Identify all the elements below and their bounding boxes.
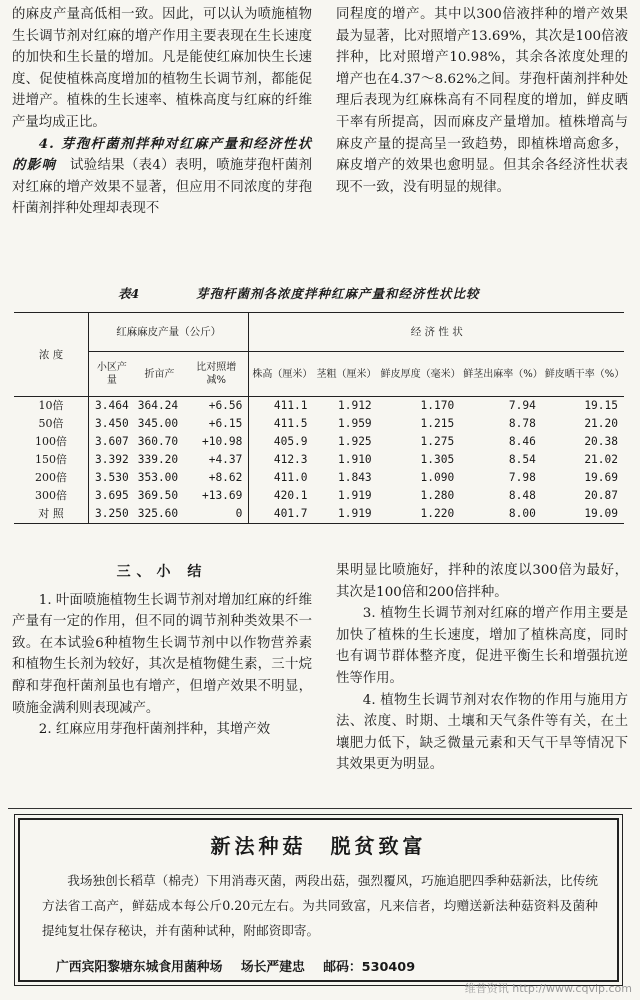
table-cell: 1.912 [337, 399, 372, 412]
table-cell: +10.98 [201, 435, 243, 448]
table-row [14, 505, 624, 524]
table-cell: 8.00 [460, 505, 542, 524]
table-cell: 3.695 [89, 487, 135, 505]
table-cell: 1.959 [337, 417, 372, 430]
table-cell: 1.910 [337, 453, 372, 466]
table-cell: 7.98 [508, 471, 536, 484]
row-label: 50倍 [38, 417, 64, 430]
table-cell: 1.275 [420, 435, 455, 448]
row-label: 300倍 [35, 489, 67, 502]
ad-footer [56, 956, 596, 975]
paragraph-text: 试验结果（表4）表明，喷施芽孢杆菌剂对红麻的增产效果不显著，但应用不同浓度的芽孢杆菌剂拌种处理却表现不 [12, 158, 313, 217]
table-cell: 411.0 [249, 469, 314, 487]
watermark: 维普资讯 http://www.cqvip.com [464, 982, 632, 995]
table-cell: +6.15 [208, 417, 243, 430]
paragraph: 的麻皮产量高低相一致。因此，可以认为喷施植物生长调节剂对红麻的增产作用主要表现在生长速度的加快和生长量的增加。凡是能使红麻加快生长速度、促使植株高度增加的植物生长调节剂，都能促进增产。植株的生长速率、植株高度与红麻的纤维产量均成正比。 [12, 7, 312, 130]
table-cell: 20.38 [584, 435, 618, 448]
table-cell: +8.62 [208, 471, 243, 484]
paragraph: 果明显比喷施好，拌种的浓度以300倍为最好，其次是100倍和200倍拌种。 [336, 563, 628, 600]
table-cell: 3.530 [89, 469, 135, 487]
table-cell: 19.09 [542, 505, 624, 524]
group-header-economic: 经 济 性 状 [249, 313, 624, 352]
table-cell: +4.37 [208, 453, 243, 466]
table-row [14, 451, 624, 469]
col-header: 鲜茎出麻率（%） [460, 352, 542, 397]
table-cell: 3.607 [89, 433, 135, 451]
table-cell: 364.24 [137, 399, 179, 412]
col-header: 折亩产 [135, 352, 184, 397]
table-cell: 7.94 [508, 399, 536, 412]
table-cell: 19.69 [584, 471, 618, 484]
subsection-heading: 4. 芽孢杆菌剂拌种对红麻产量和经济性状的影响 [12, 135, 312, 174]
paragraph: 同程度的增产。其中以300倍液拌种的增产效果最为显著，比对照增产13.69%，其次是100倍液拌种，比对照增产10.98%，其余各浓度处理的增产也在4.37～8.62%之间。芽孢杆菌剂拌种处理后表现为红麻株高有不同程度的增加，鲜皮晒干率有所提高，因而麻皮产量增加。植株增高与麻皮产量的提高呈一致趋势，即植株增高愈多，麻皮增产的效果也愈明显。但其余各经济性状表现不一致，没有明显的规律。 [336, 7, 628, 195]
table-cell: 401.7 [249, 505, 314, 524]
paragraph: 2. 红麻应用芽孢杆菌剂拌种，其增产效 [38, 722, 271, 738]
paragraph [12, 134, 312, 220]
table-cell: 8.48 [508, 489, 536, 502]
section-title: 三、小 结 [116, 564, 208, 580]
table-row [14, 397, 624, 416]
table-number: 表4 [118, 286, 140, 301]
divider [8, 808, 632, 809]
table-cell: 3.464 [89, 397, 135, 416]
table-row [14, 415, 624, 433]
col-header: 比对照增减% [184, 352, 249, 397]
table-body [14, 397, 624, 524]
row-label: 对 照 [14, 505, 89, 524]
table-cell: 1.090 [420, 471, 455, 484]
ad-organization: 广西宾阳黎塘东城食用菌种场 [56, 960, 223, 975]
ad-body: 我场独创长稻草（棉壳）下用消毒灭菌，两段出菇，强烈覆风，巧施追肥四季种菇新法，比传统方法省工高产，鲜菇成本每公斤0.20元左右。为共同致富，凡来信者，均赠送新法种菇资料及菌种提纯复壮保存秘诀，并有菌种试种，附邮资即寄。 [42, 873, 598, 938]
table-cell: 8.46 [508, 435, 536, 448]
ad-contact-person: 场长严建忠 [240, 960, 305, 975]
table-cell: 3.392 [89, 451, 135, 469]
table-cell: +13.69 [201, 489, 243, 502]
row-label: 150倍 [35, 453, 67, 466]
col-header: 鲜皮厚度（毫米） [378, 352, 461, 397]
table-cell: 1.843 [337, 471, 372, 484]
table-cell: 20.87 [584, 489, 618, 502]
table-subheader-row [14, 352, 624, 397]
table-cell: 353.00 [137, 471, 179, 484]
text-column-bottom-left [12, 560, 312, 741]
table-cell: 1.919 [337, 489, 372, 502]
table-cell: 1.215 [420, 417, 455, 430]
table-row [14, 469, 624, 487]
table-cell: 325.60 [135, 505, 184, 524]
table-row [14, 487, 624, 505]
table-cell: +6.56 [208, 399, 243, 412]
table-title: 芽孢杆菌剂各浓度拌种红麻产量和经济性状比较 [196, 286, 480, 301]
text-column-bottom-right [336, 560, 628, 776]
data-table [14, 312, 624, 524]
table-cell: 369.50 [137, 489, 179, 502]
col-header: 鲜皮晒干率（%） [542, 352, 624, 397]
text-column-top-left [12, 4, 312, 220]
advertisement-box [18, 818, 619, 982]
table-cell: 8.78 [508, 417, 536, 430]
table-cell: 1.925 [337, 435, 372, 448]
ad-zip-label: 邮码： [323, 960, 362, 975]
col-header: 小区产量 [89, 352, 135, 397]
col-header: 株高（厘米） [249, 352, 314, 397]
paragraph: 3. 植物生长调节剂对红麻的增产作用主要是加快了植株的生长速度，增加了植株高度，同时也有调节群体整齐度，促进平衡生长和增强抗逆性等作用。 [336, 606, 628, 686]
table-header-row [14, 313, 624, 352]
group-header-yield: 红麻麻皮产量（公斤） [89, 313, 249, 352]
row-label: 200倍 [35, 471, 67, 484]
table-cell: 411.5 [249, 415, 314, 433]
table-cell: 1.919 [314, 505, 378, 524]
table-cell: 411.1 [249, 397, 314, 416]
table-cell: 21.20 [584, 417, 618, 430]
table-cell: 3.450 [89, 415, 135, 433]
table-cell: 1.305 [420, 453, 455, 466]
col-header-concentration: 浓 度 [14, 313, 89, 397]
table-cell: 19.15 [584, 399, 618, 412]
ad-title: 新法种菇 脱贫致富 [210, 834, 427, 858]
row-label: 100倍 [35, 435, 67, 448]
table-cell: 21.02 [584, 453, 618, 466]
paragraph: 1. 叶面喷施植物生长调节剂对增加红麻的纤维产量有一定的作用，但不同的调节剂种类效果不一致。在本试验6种植物生长调节剂中以作物营养素和植物生长剂为较好，其次是植物健生素，三十烷醇和芽孢杆菌剂虽也有增产，但增产效果不明显，喷施金满利则表现减产。 [12, 592, 312, 716]
table-cell: 3.250 [89, 505, 135, 524]
text-column-top-right [336, 4, 628, 198]
table-row [14, 433, 624, 451]
table-cell: 1.280 [420, 489, 455, 502]
table-cell: 412.3 [249, 451, 314, 469]
col-header: 茎粗（厘米） [314, 352, 378, 397]
table-cell: 1.220 [378, 505, 461, 524]
table-cell: 345.00 [137, 417, 179, 430]
table-cell: 420.1 [249, 487, 314, 505]
paragraph: 4. 植物生长调节剂对农作物的作用与施用方法、浓度、时期、土壤和天气条件等有关，在土壤肥力低下，缺乏微量元素和天气干旱等情况下其效果更为明显。 [336, 692, 628, 773]
table-cell: 0 [184, 505, 249, 524]
row-label: 10倍 [38, 399, 64, 412]
table-cell: 405.9 [249, 433, 314, 451]
table-cell: 1.170 [420, 399, 455, 412]
table-cell: 8.54 [508, 453, 536, 466]
table-cell: 360.70 [137, 435, 179, 448]
ad-zip-code: 530409 [361, 960, 416, 975]
table-cell: 339.20 [137, 453, 179, 466]
